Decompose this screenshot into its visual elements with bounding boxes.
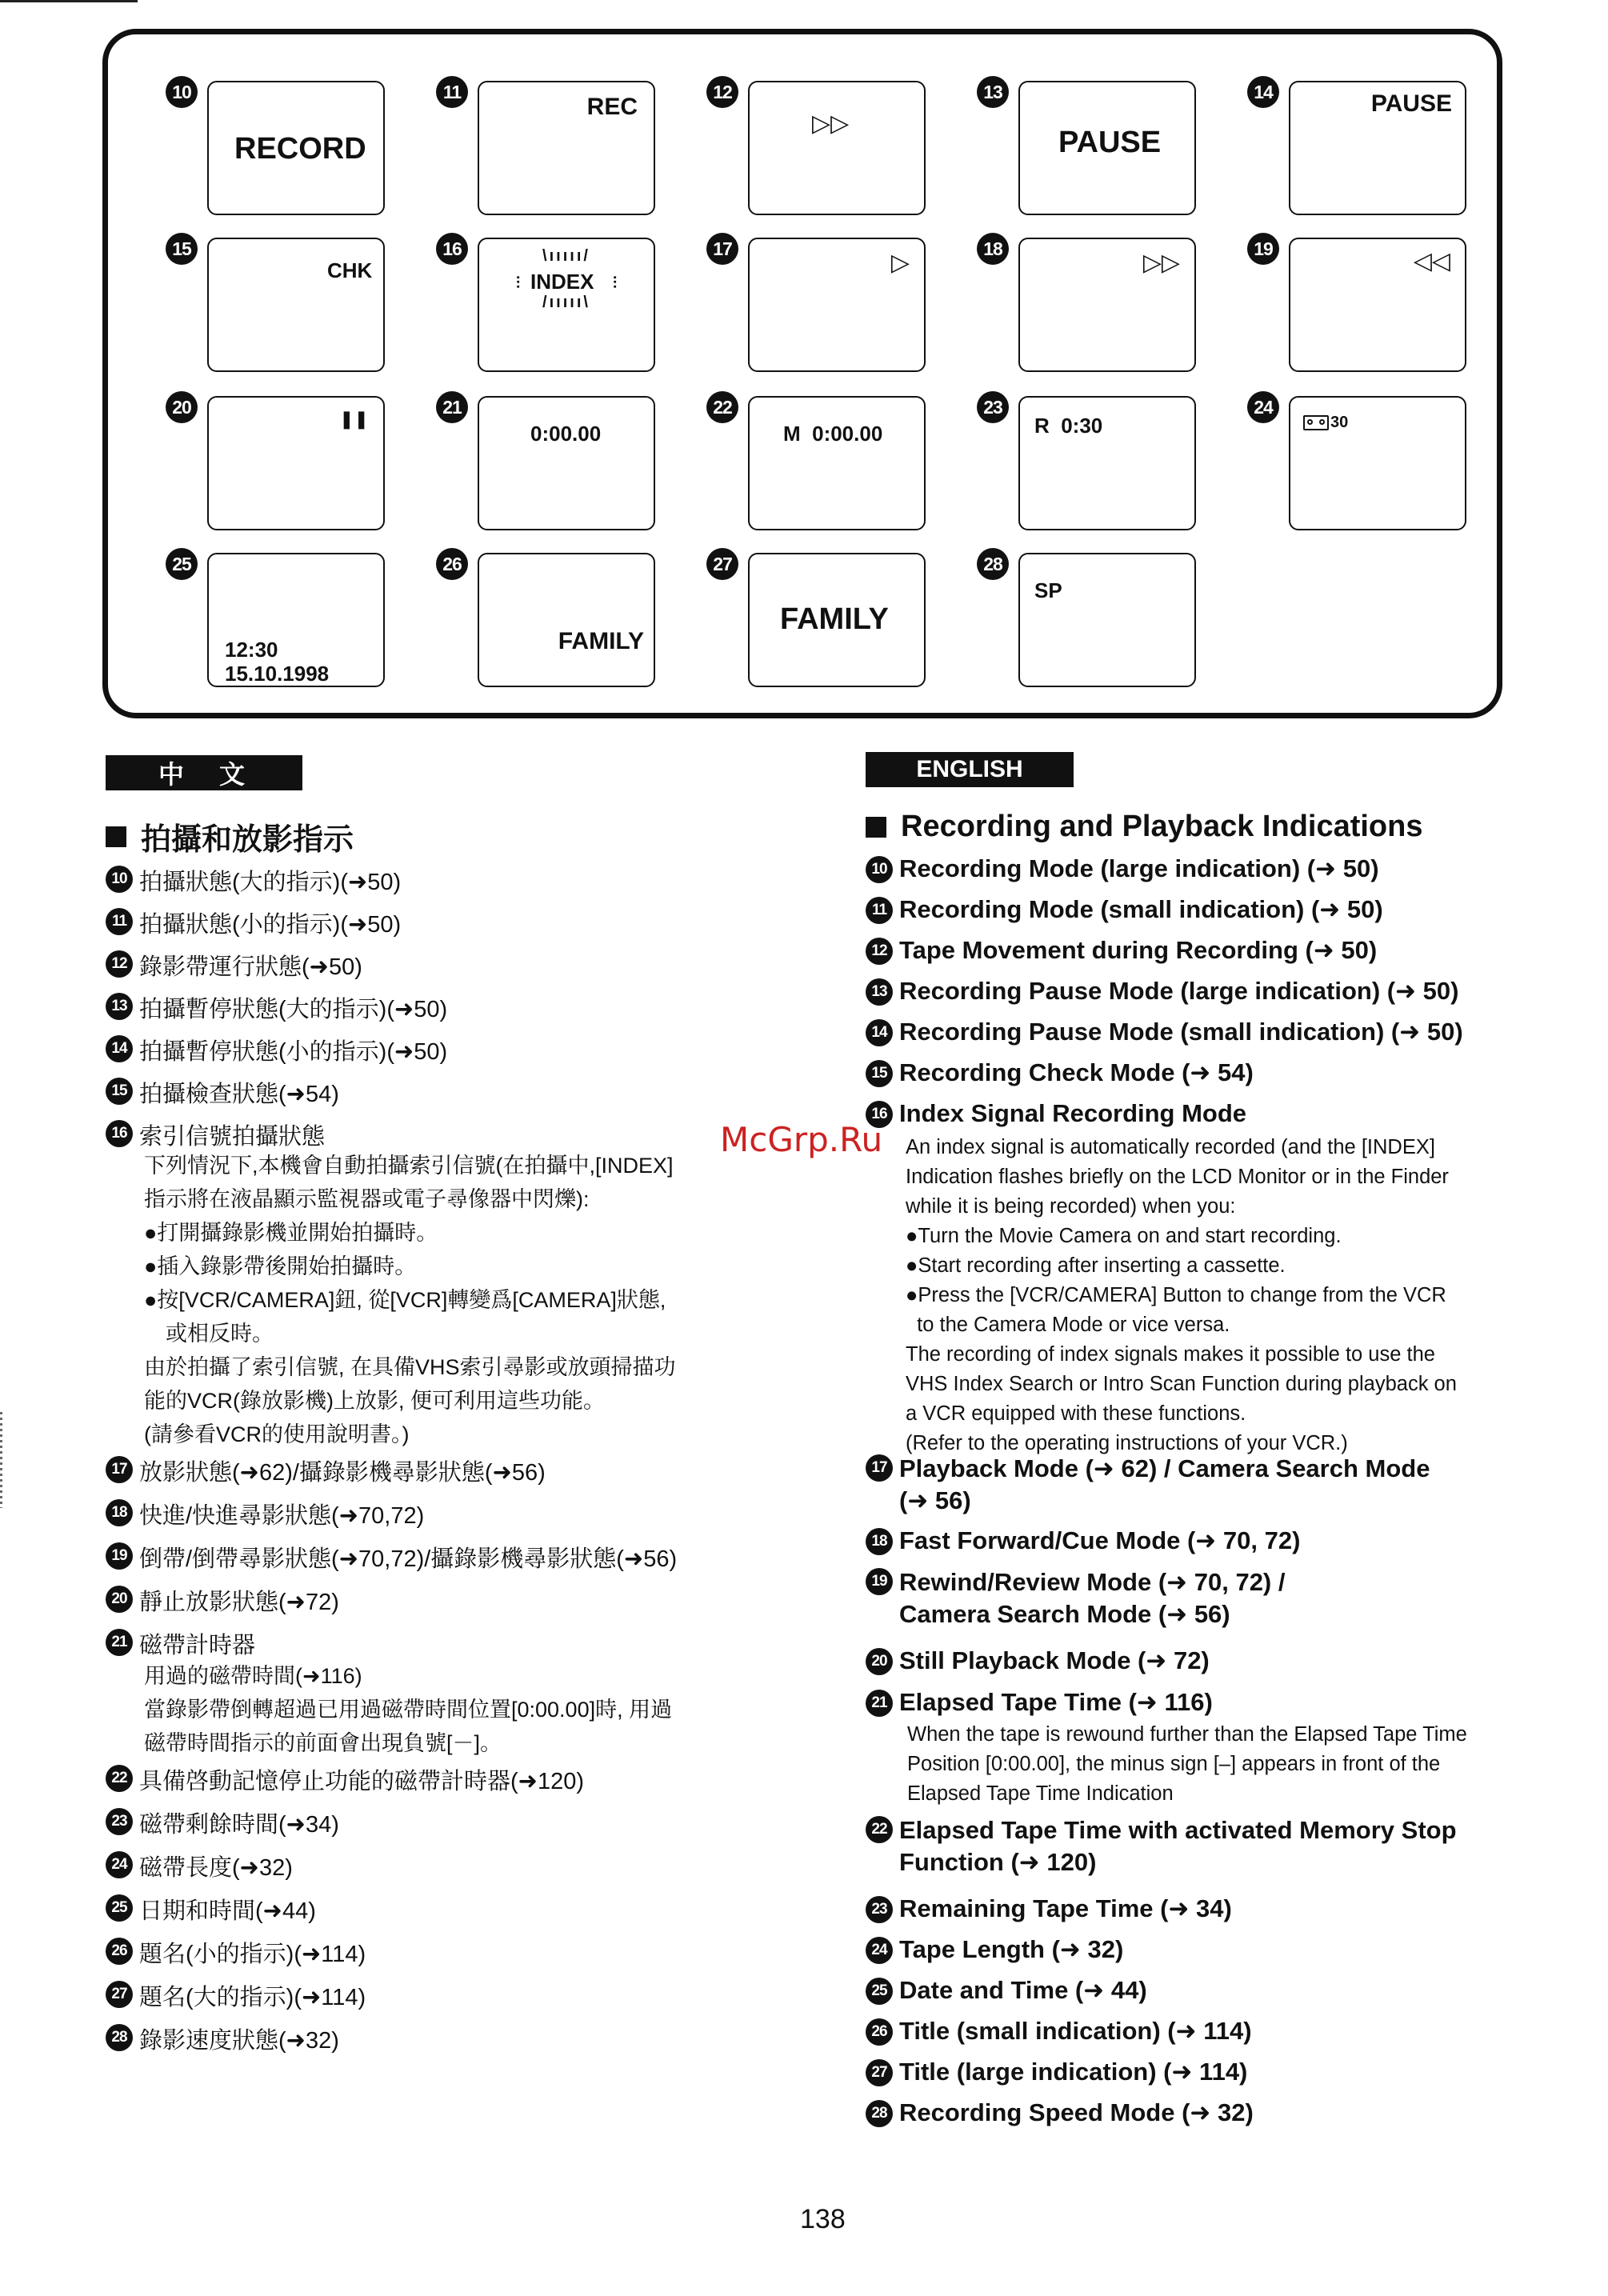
en-list-item-28 <box>866 2098 1254 2127</box>
top-rule <box>0 0 138 2</box>
para-line: (Refer to the operating instructions of your VCR.) <box>906 1432 1348 1454</box>
para-line: to the Camera Mode or vice versa. <box>906 1314 1230 1336</box>
screen-frame <box>478 553 655 687</box>
item-number: 23 <box>866 1896 893 1923</box>
item-text: Recording Check Mode (➜ 54) <box>899 1058 1254 1086</box>
item-number: 16 <box>106 1120 133 1147</box>
para-line: (請參看VCR的使用說明書。) <box>144 1422 410 1446</box>
heading-square-icon <box>866 817 886 838</box>
para-line: ●按[VCR/CAMERA]鈕, 從[VCR]轉變爲[CAMERA]狀態, <box>144 1288 666 1312</box>
pause-icon: ❚❚ <box>339 409 369 429</box>
para-line: ●插入錄影帶後開始拍攝時。 <box>144 1254 417 1278</box>
zh-list-item-26 <box>106 1936 366 1969</box>
index-flash-indicator <box>514 247 618 314</box>
zh-list-item-18 <box>106 1498 424 1530</box>
zh-list-item-20 <box>106 1584 339 1617</box>
para-line: 用過的磁帶時間(➜116) <box>144 1664 362 1688</box>
item-text: 拍攝狀態(大的指示)(➜50) <box>139 870 402 895</box>
callout-number: 10 <box>166 76 198 108</box>
flash-rays-icon: ⫶ <box>516 274 520 292</box>
item-number: 11 <box>106 908 133 935</box>
item-text-cont: Camera Search Mode (➜ 56) <box>899 1600 1230 1628</box>
item-number: 23 <box>106 1808 133 1835</box>
callout-number: 23 <box>977 391 1009 423</box>
tape-length-readout <box>1303 414 1348 432</box>
item-text: 磁帶長度(➜32) <box>139 1855 293 1881</box>
item-text: Recording Mode (large indication) (➜ 50) <box>899 854 1379 882</box>
item-text: 錄影帶運行狀態(➜50) <box>139 954 362 980</box>
item-number: 25 <box>106 1894 133 1922</box>
item-number: 11 <box>866 897 893 924</box>
fast-forward-icon: ▷▷ <box>1142 250 1180 276</box>
chinese-section-heading <box>106 814 354 858</box>
item-text: 題名(小的指示)(➜114) <box>139 1942 366 1967</box>
para-line: ●打開攝錄影機並開始拍攝時。 <box>144 1221 438 1245</box>
item-text: Elapsed Tape Time with activated Memory Stop <box>899 1816 1457 1844</box>
en-list-item-23 <box>866 1894 1232 1923</box>
item-number: 17 <box>866 1454 893 1482</box>
en-list-item-16 <box>866 1099 1246 1128</box>
callout-number: 12 <box>706 76 738 108</box>
item-text: Recording Pause Mode (large indication) (➜ 50) <box>899 977 1459 1005</box>
item-number: 14 <box>106 1035 133 1062</box>
item-text: 具備啓動記憶停止功能的磁帶計時器(➜120) <box>139 1769 584 1794</box>
item-number: 22 <box>106 1765 133 1792</box>
callout-number: 27 <box>706 548 738 580</box>
flash-rays-icon: ⫶ <box>613 274 617 292</box>
zh-list-item-25 <box>106 1893 316 1926</box>
callout-number: 25 <box>166 548 198 580</box>
item-text: Recording Pause Mode (small indication) (➜ 50) <box>899 1018 1463 1046</box>
callout-number: 11 <box>436 76 468 108</box>
callout-number: 18 <box>977 233 1009 265</box>
item-text: 日期和時間(➜44) <box>139 1898 316 1924</box>
screen-frame <box>207 553 385 687</box>
item-text: Remaining Tape Time (➜ 34) <box>899 1894 1232 1922</box>
para-line: 下列情況下,本機會自動拍攝索引信號(在拍攝中,[INDEX] <box>144 1154 674 1178</box>
english-section-badge: ENGLISH <box>866 752 1074 787</box>
play-icon: ▷ <box>890 250 910 276</box>
en-list-item-14 <box>866 1018 1463 1046</box>
screen-frame <box>1018 238 1196 372</box>
screen-frame <box>478 81 655 215</box>
screen-text: 0:00.00 <box>530 422 602 446</box>
item-number: 21 <box>866 1690 893 1717</box>
item-text: Title (large indication) (➜ 114) <box>899 2058 1248 2086</box>
item-text-block <box>899 1453 1430 1517</box>
item-number: 21 <box>106 1629 133 1656</box>
item-text: 索引信號拍攝狀態 <box>139 1124 326 1150</box>
callout-number: 19 <box>1247 233 1279 265</box>
item-text-cont: (➜ 56) <box>899 1486 971 1514</box>
item-number: 20 <box>866 1648 893 1675</box>
callout-number: 17 <box>706 233 738 265</box>
screen-frame <box>1289 238 1466 372</box>
en-list-item-11 <box>866 895 1383 924</box>
screen-text: RECORD <box>234 132 366 166</box>
item-number: 17 <box>106 1456 133 1483</box>
item-number: 10 <box>866 856 893 883</box>
item-number: 22 <box>866 1816 893 1843</box>
screen-text: M 0:00.00 <box>783 422 883 446</box>
item-number: 26 <box>866 2018 893 2046</box>
item-number: 24 <box>106 1851 133 1878</box>
zh-list-item-14 <box>106 1034 447 1066</box>
item-number: 25 <box>866 1978 893 2005</box>
callout-number: 21 <box>436 391 468 423</box>
callout-number: 15 <box>166 233 198 265</box>
item-text: 靜止放影狀態(➜72) <box>139 1590 339 1615</box>
en-list-item-12 <box>866 936 1377 965</box>
item-number: 27 <box>866 2059 893 2086</box>
item-number: 19 <box>106 1542 133 1570</box>
zh-elapsed-description <box>144 1659 672 1760</box>
para-line: 或相反時。 <box>144 1322 274 1346</box>
item-number: 18 <box>866 1528 893 1555</box>
para-line: The recording of index signals makes it possible to use the <box>906 1343 1435 1366</box>
callout-number: 24 <box>1247 391 1279 423</box>
para-line: while it is being recorded) when you: <box>906 1195 1236 1218</box>
para-line: 指示將在液晶顯示監視器或電子尋像器中閃爍): <box>144 1187 590 1211</box>
item-text: Index Signal Recording Mode <box>899 1099 1247 1127</box>
zh-list-item-11 <box>106 906 401 939</box>
screen-text: 30 <box>1330 414 1349 431</box>
screen-text: R 0:30 <box>1034 414 1103 438</box>
callout-number: 28 <box>977 548 1009 580</box>
item-text: Recording Mode (small indication) (➜ 50) <box>899 895 1383 923</box>
item-text: Still Playback Mode (➜ 72) <box>899 1646 1210 1674</box>
para-line: When the tape is rewound further than the Elapsed Tape Time <box>907 1723 1467 1746</box>
item-text: Fast Forward/Cue Mode (➜ 70, 72) <box>899 1526 1301 1554</box>
callout-number: 14 <box>1247 76 1279 108</box>
item-number: 15 <box>106 1078 133 1105</box>
para-line: 當錄影帶倒轉超過已用過磁帶時間位置[0:00.00]時, 用過 <box>144 1698 673 1722</box>
zh-list-item-17 <box>106 1454 546 1487</box>
fast-forward-icon: ▷▷ <box>812 110 850 137</box>
en-list-item-17 <box>866 1453 1430 1517</box>
callout-number: 20 <box>166 391 198 423</box>
screen-frame <box>207 396 385 530</box>
para-line: 磁帶時間指示的前面會出現負號[－]。 <box>144 1731 502 1755</box>
item-text: 拍攝暫停狀態(大的指示)(➜50) <box>139 997 448 1022</box>
item-number: 18 <box>106 1499 133 1526</box>
scan-edge-marks <box>0 1412 2 1508</box>
callout-number: 26 <box>436 548 468 580</box>
item-number: 10 <box>106 866 133 893</box>
item-number: 14 <box>866 1019 893 1046</box>
screen-frame <box>207 81 385 215</box>
zh-list-item-13 <box>106 991 447 1024</box>
callout-number: 22 <box>706 391 738 423</box>
en-list-item-15 <box>866 1058 1254 1087</box>
en-list-item-18 <box>866 1526 1300 1555</box>
item-text: Tape Length (➜ 32) <box>899 1935 1124 1963</box>
heading-text: Recording and Playback Indications <box>901 810 1423 843</box>
zh-list-item-22 <box>106 1763 584 1796</box>
item-number: 27 <box>106 1981 133 2008</box>
para-line: ●Turn the Movie Camera on and start recording. <box>906 1225 1342 1247</box>
para-line: 由於拍攝了索引信號, 在具備VHS索引尋影或放頭掃描功 <box>144 1355 676 1379</box>
en-list-item-22 <box>866 1814 1457 1878</box>
item-number: 15 <box>866 1060 893 1087</box>
zh-list-item-28 <box>106 2022 339 2055</box>
zh-list-item-24 <box>106 1850 293 1882</box>
callout-number: 16 <box>436 233 468 265</box>
screen-frame <box>748 238 926 372</box>
cassette-icon <box>1303 415 1329 430</box>
para-line: ●Start recording after inserting a cassette. <box>906 1254 1286 1277</box>
screen-text: INDEX <box>530 270 594 294</box>
screen-text: REC <box>586 94 638 120</box>
item-text: Rewind/Review Mode (➜ 70, 72) / <box>899 1568 1286 1596</box>
page-number: 138 <box>800 2204 846 2234</box>
screen-frame <box>207 238 385 372</box>
item-text: 放影狀態(➜62)/攝錄影機尋影狀態(➜56) <box>139 1460 546 1486</box>
en-index-description <box>906 1133 1457 1458</box>
para-line: ●Press the [VCR/CAMERA] Button to change from the VCR <box>906 1284 1446 1306</box>
item-text: Tape Movement during Recording (➜ 50) <box>899 936 1378 964</box>
item-text-block <box>899 1814 1457 1878</box>
item-text: Playback Mode (➜ 62) / Camera Search Mode <box>899 1454 1430 1482</box>
item-text: 錄影速度狀態(➜32) <box>139 2028 339 2054</box>
para-line: Position [0:00.00], the minus sign [–] appears in front of the <box>907 1753 1441 1775</box>
flash-rays-icon: \ııııı/ <box>542 247 590 265</box>
item-number: 28 <box>106 2024 133 2051</box>
en-list-item-25 <box>866 1976 1147 2005</box>
para-line: Elapsed Tape Time Indication <box>907 1782 1174 1805</box>
item-text: 拍攝暫停狀態(小的指示)(➜50) <box>139 1039 448 1065</box>
zh-index-description <box>144 1149 676 1451</box>
screen-time: 12:30 <box>225 638 278 662</box>
para-line: VHS Index Search or Intro Scan Function during playback on <box>906 1373 1457 1395</box>
en-list-item-26 <box>866 2017 1252 2046</box>
item-text-block <box>899 1566 1285 1630</box>
screen-text: FAMILY <box>558 628 644 654</box>
screen-text: FAMILY <box>780 602 889 636</box>
en-list-item-20 <box>866 1646 1210 1675</box>
item-text: 快進/快進尋影狀態(➜70,72) <box>139 1503 425 1529</box>
en-list-item-13 <box>866 977 1458 1006</box>
item-text: 拍攝檢查狀態(➜54) <box>139 1082 339 1107</box>
item-number: 12 <box>106 950 133 978</box>
screen-frame <box>748 81 926 215</box>
heading-square-icon <box>106 826 126 847</box>
screen-frame <box>1289 396 1466 530</box>
item-text: Recording Speed Mode (➜ 32) <box>899 2098 1254 2126</box>
zh-list-item-23 <box>106 1806 339 1839</box>
screen-frame <box>478 238 655 372</box>
screen-text: PAUSE <box>1058 126 1162 159</box>
watermark: McGrp.Ru <box>720 1120 883 1159</box>
item-text: Title (small indication) (➜ 114) <box>899 2017 1252 2045</box>
rewind-icon: ◁◁ <box>1413 248 1450 274</box>
para-line: a VCR equipped with these functions. <box>906 1402 1246 1425</box>
item-number: 26 <box>106 1938 133 1965</box>
zh-list-item-19 <box>106 1541 677 1574</box>
zh-list-item-27 <box>106 1979 366 2012</box>
para-line: Indication flashes briefly on the LCD Monitor or in the Finder <box>906 1166 1449 1188</box>
item-text: Elapsed Tape Time (➜ 116) <box>899 1688 1213 1716</box>
para-line: An index signal is automatically recorded (and the [INDEX] <box>906 1136 1435 1158</box>
zh-list-item-16 <box>106 1118 325 1151</box>
screen-text: CHK <box>327 258 373 282</box>
zh-list-item-15 <box>106 1076 339 1109</box>
item-text: 磁帶剩餘時間(➜34) <box>139 1812 339 1838</box>
screen-text: PAUSE <box>1370 90 1452 117</box>
zh-list-item-12 <box>106 949 362 982</box>
english-section-heading <box>866 810 1423 844</box>
en-list-item-27 <box>866 2058 1247 2086</box>
zh-list-item-21 <box>106 1627 255 1660</box>
para-line: 能的VCR(錄放影機)上放影, 便可利用這些功能。 <box>144 1389 605 1413</box>
screen-frame <box>1018 396 1196 530</box>
en-elapsed-description <box>907 1720 1467 1809</box>
screen-frame <box>1018 81 1196 215</box>
screen-frame <box>478 396 655 530</box>
item-number: 19 <box>866 1568 893 1595</box>
item-number: 24 <box>866 1937 893 1964</box>
item-text-cont: Function (➜ 120) <box>899 1848 1097 1876</box>
en-list-item-24 <box>866 1935 1123 1964</box>
item-number: 28 <box>866 2100 893 2127</box>
en-list-item-19 <box>866 1566 1285 1630</box>
screen-text: SP <box>1034 578 1062 602</box>
item-text: 題名(大的指示)(➜114) <box>139 1985 366 2010</box>
screen-date: 15.10.1998 <box>225 662 330 686</box>
item-text: 拍攝狀態(小的指示)(➜50) <box>139 912 402 938</box>
callout-number: 13 <box>977 76 1009 108</box>
screen-frame <box>748 553 926 687</box>
item-number: 13 <box>106 993 133 1020</box>
item-text: Date and Time (➜ 44) <box>899 1976 1147 2004</box>
screen-frame <box>1289 81 1466 215</box>
en-list-item-21 <box>866 1688 1213 1717</box>
flash-rays-icon: /ııııı\ <box>542 294 590 311</box>
item-number: 13 <box>866 978 893 1006</box>
item-text: 磁帶計時器 <box>139 1633 256 1658</box>
indication-panel <box>102 29 1502 718</box>
item-text: 倒帶/倒帶尋影狀態(➜70,72)/攝錄影機尋影狀態(➜56) <box>139 1546 678 1572</box>
item-number: 12 <box>866 938 893 965</box>
heading-text: 拍攝和放影指示 <box>141 823 354 857</box>
screen-frame <box>748 396 926 530</box>
en-list-item-10 <box>866 854 1379 883</box>
screen-frame <box>1018 553 1196 687</box>
chinese-section-badge: 中 文 <box>106 755 302 790</box>
item-number: 20 <box>106 1586 133 1613</box>
item-number: 16 <box>866 1101 893 1128</box>
zh-list-item-10 <box>106 864 401 897</box>
